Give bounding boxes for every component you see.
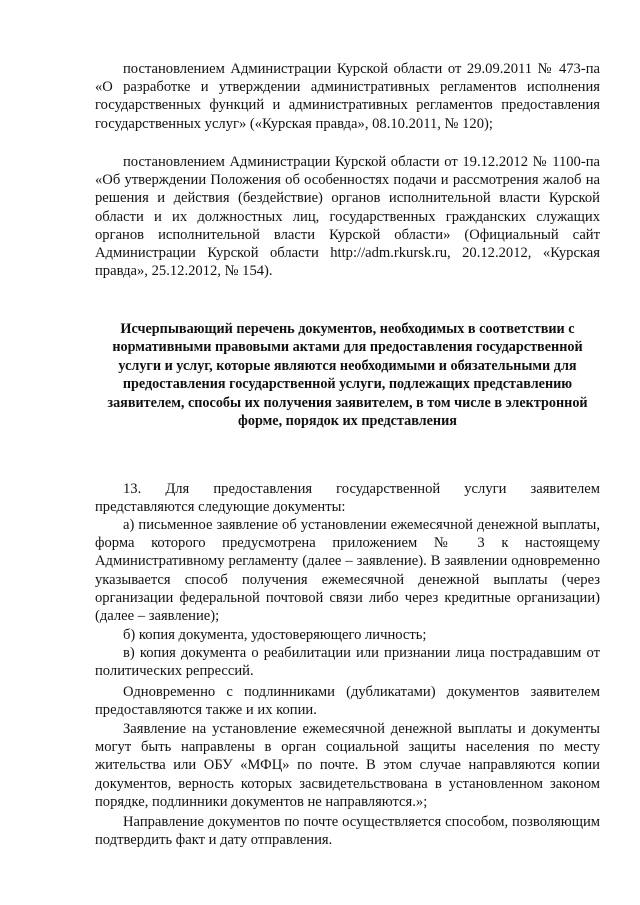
list-item-c: в) копия документа о реабилитации или признании лица пострадавшим от политических репрессий.	[95, 645, 600, 680]
list-item-b: б) копия документа, удостоверяющего личность;	[123, 627, 427, 643]
paragraph-sending-method: Направление документов по почте осуществляется способом, позволяющим подтвердить факт и дату отправления.	[95, 814, 600, 849]
paragraph-originals: Одновременно с подлинниками (дубликатами) документов заявителем предоставляются также и их копии.	[95, 684, 600, 719]
section-heading: Исчерпывающий перечень документов, необходимых в соответствии с нормативными правовыми актами для предоставления государственной услуги и услуг, которые являются необходимыми и обязательными для предоставления государственной услуги, подлежащих представлению заявителем, способы их получения заявителем, в том числе в электронной форме, порядок их представления	[107, 321, 588, 430]
paragraph-13: 13. Для предоставления государственной услуги заявителем представляются следующие документы:	[95, 481, 600, 516]
list-item-a: а) письменное заявление об установлении ежемесячной денежной выплаты, форма которого предусмотрена приложением № 3 к настоящему Административному регламенту (далее – заявление). В заявлении одновременно указывается способ получения ежемесячной денежной выплаты (через организации федеральной почтовой связи либо через кредитные организации) (далее – заявление);	[95, 517, 600, 625]
paragraph-mail-submission: Заявление на установление ежемесячной денежной выплаты и документы могут быть направлены в орган социальной защиты населения по месту жительства или ОБУ «МФЦ» по почте. В этом случае направляются копии документов, верность которых засвидетельствована в установленном законом порядке, подлинники документов не направляются.»;	[95, 721, 600, 810]
paragraph-resolution-1100: постановлением Администрации Курской области от 19.12.2012 № 1100-па «Об утверждении Положения об особенностях подачи и рассмотрения жалоб на решения и действия (бездействие) органов исполнительной власти Курской области и их должностных лиц, государственных гражданских служащих органов исполнительной власти Курской области» (Официальный сайт Администрации Курской области http://adm.rkursk.ru, 20.12.2012, «Курская правда», 25.12.2012, № 154).	[95, 154, 600, 280]
paragraph-resolution-473: постановлением Администрации Курской области от 29.09.2011 № 473-па «О разработке и утверждении административных регламентов исполнения государственных функций и административных регламентов предоставления государственных услуг» («Курская правда», 08.10.2011, № 120);	[95, 61, 600, 132]
